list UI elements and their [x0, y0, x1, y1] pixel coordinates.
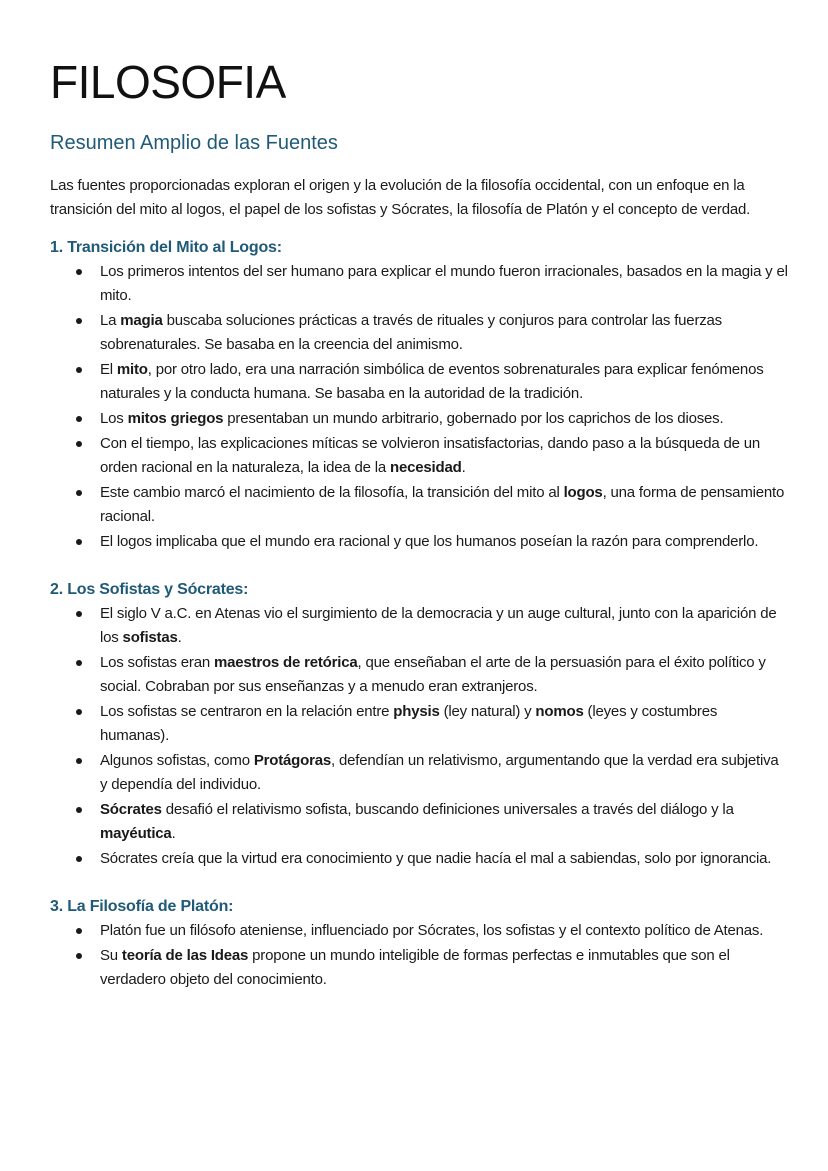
text-run: El logos implicaba que el mundo era racional y que los humanos poseían la razón para comprenderlo.	[100, 533, 759, 550]
bold-term: mito	[116, 361, 148, 378]
bullet-list	[50, 919, 788, 992]
text-run: .	[461, 459, 466, 476]
list-item	[100, 919, 788, 943]
bullet-list	[50, 260, 788, 554]
section-heading: 3. La Filosofía de Platón:	[50, 898, 234, 915]
list-item	[100, 749, 788, 797]
bold-term: sofistas	[122, 629, 178, 646]
text-run: .	[177, 629, 182, 646]
list-item	[100, 602, 788, 650]
text-run: , una forma de pensamiento racional.	[100, 484, 785, 525]
bold-term: mitos griegos	[127, 410, 224, 427]
bold-term: maestros de retórica	[213, 654, 358, 671]
list-item	[100, 481, 788, 529]
bold-term: nomos	[535, 703, 584, 720]
list-item	[100, 944, 788, 992]
bold-term: teoría de las Ideas	[121, 947, 249, 964]
list-item	[100, 407, 788, 431]
list-item	[100, 358, 788, 406]
text-run: Su	[100, 947, 122, 964]
list-item	[100, 260, 788, 308]
text-run: Los sofistas eran	[100, 654, 214, 671]
bold-term: physis	[393, 703, 440, 720]
bold-term: magia	[120, 312, 163, 329]
document-subtitle: Resumen Amplio de las Fuentes	[50, 132, 338, 154]
list-item	[100, 847, 788, 871]
section-platon	[50, 895, 788, 992]
text-run: (ley natural) y	[439, 703, 536, 720]
text-run: Algunos sofistas, como	[100, 752, 254, 769]
list-item	[100, 432, 788, 480]
text-run: Platón fue un filósofo ateniense, influenciado por Sócrates, los sofistas y el contexto político de Atenas.	[100, 922, 764, 939]
text-run: presentaban un mundo arbitrario, gobernado por los caprichos de los dioses.	[223, 410, 724, 427]
text-run: El	[100, 361, 117, 378]
section-mito-logos	[50, 236, 788, 554]
list-item	[100, 798, 788, 846]
bold-term: logos	[563, 484, 603, 501]
text-run: Sócrates creía que la virtud era conocimiento y que nadie hacía el mal a sabiendas, solo por ignorancia.	[100, 850, 772, 867]
text-run: Este cambio marcó el nacimiento de la filosofía, la transición del mito al	[100, 484, 564, 501]
text-run: El siglo V a.C. en Atenas vio el surgimiento de la democracia y un auge cultural, junto con la aparición de los	[100, 605, 777, 646]
text-run: Los	[100, 410, 128, 427]
list-item	[100, 530, 788, 554]
text-run: Los sofistas se centraron en la relación entre	[100, 703, 394, 720]
text-run: , por otro lado, era una narración simbólica de eventos sobrenaturales para explicar fenómenos naturales y la conducta humana. Se basaba en la autoridad de la tradición.	[100, 361, 764, 402]
bold-term: Protágoras	[253, 752, 332, 769]
list-item	[100, 651, 788, 699]
section-heading: 1. Transición del Mito al Logos:	[50, 239, 282, 256]
text-run: La	[100, 312, 121, 329]
section-sofistas-socrates	[50, 578, 788, 871]
bold-term: mayéutica	[100, 825, 172, 842]
bold-term: necesidad	[389, 459, 462, 476]
intro-paragraph: Las fuentes proporcionadas exploran el origen y la evolución de la filosofía occidental, con un enfoque en la transición del mito al logos, el papel de los sofistas y Sócrates, la filosofía de Platón y el concepto de verdad.	[50, 177, 751, 218]
text-run: desafió el relativismo sofista, buscando definiciones universales a través del diálogo y la	[161, 801, 734, 818]
text-run: Con el tiempo, las explicaciones míticas se volvieron insatisfactorias, dando paso a la búsqueda de un orden racional en la naturaleza, la idea de la	[100, 435, 760, 476]
section-heading: 2. Los Sofistas y Sócrates:	[50, 581, 249, 598]
text-run: Los primeros intentos del ser humano para explicar el mundo fueron irracionales, basados en la magia y el mito.	[100, 263, 788, 304]
text-run: .	[171, 825, 176, 842]
bold-term: Sócrates	[100, 801, 162, 818]
list-item	[100, 309, 788, 357]
text-run: , que enseñaban el arte de la persuasión para el éxito político y social. Cobraban por sus enseñanzas y a menudo eran extranjeros.	[100, 654, 766, 695]
text-run: , defendían un relativismo, argumentando que la verdad era subjetiva y dependía del individuo.	[100, 752, 779, 793]
document-title: FILOSOFIA	[50, 56, 286, 108]
text-run: (leyes y costumbres humanas).	[100, 703, 718, 744]
list-item	[100, 700, 788, 748]
bullet-list	[50, 602, 788, 871]
text-run: buscaba soluciones prácticas a través de rituales y conjuros para controlar las fuerzas sobrenaturales. Se basaba en la creencia del animismo.	[100, 312, 722, 353]
text-run: propone un mundo inteligible de formas perfectas e inmutables que son el verdadero objeto del conocimiento.	[100, 947, 730, 988]
